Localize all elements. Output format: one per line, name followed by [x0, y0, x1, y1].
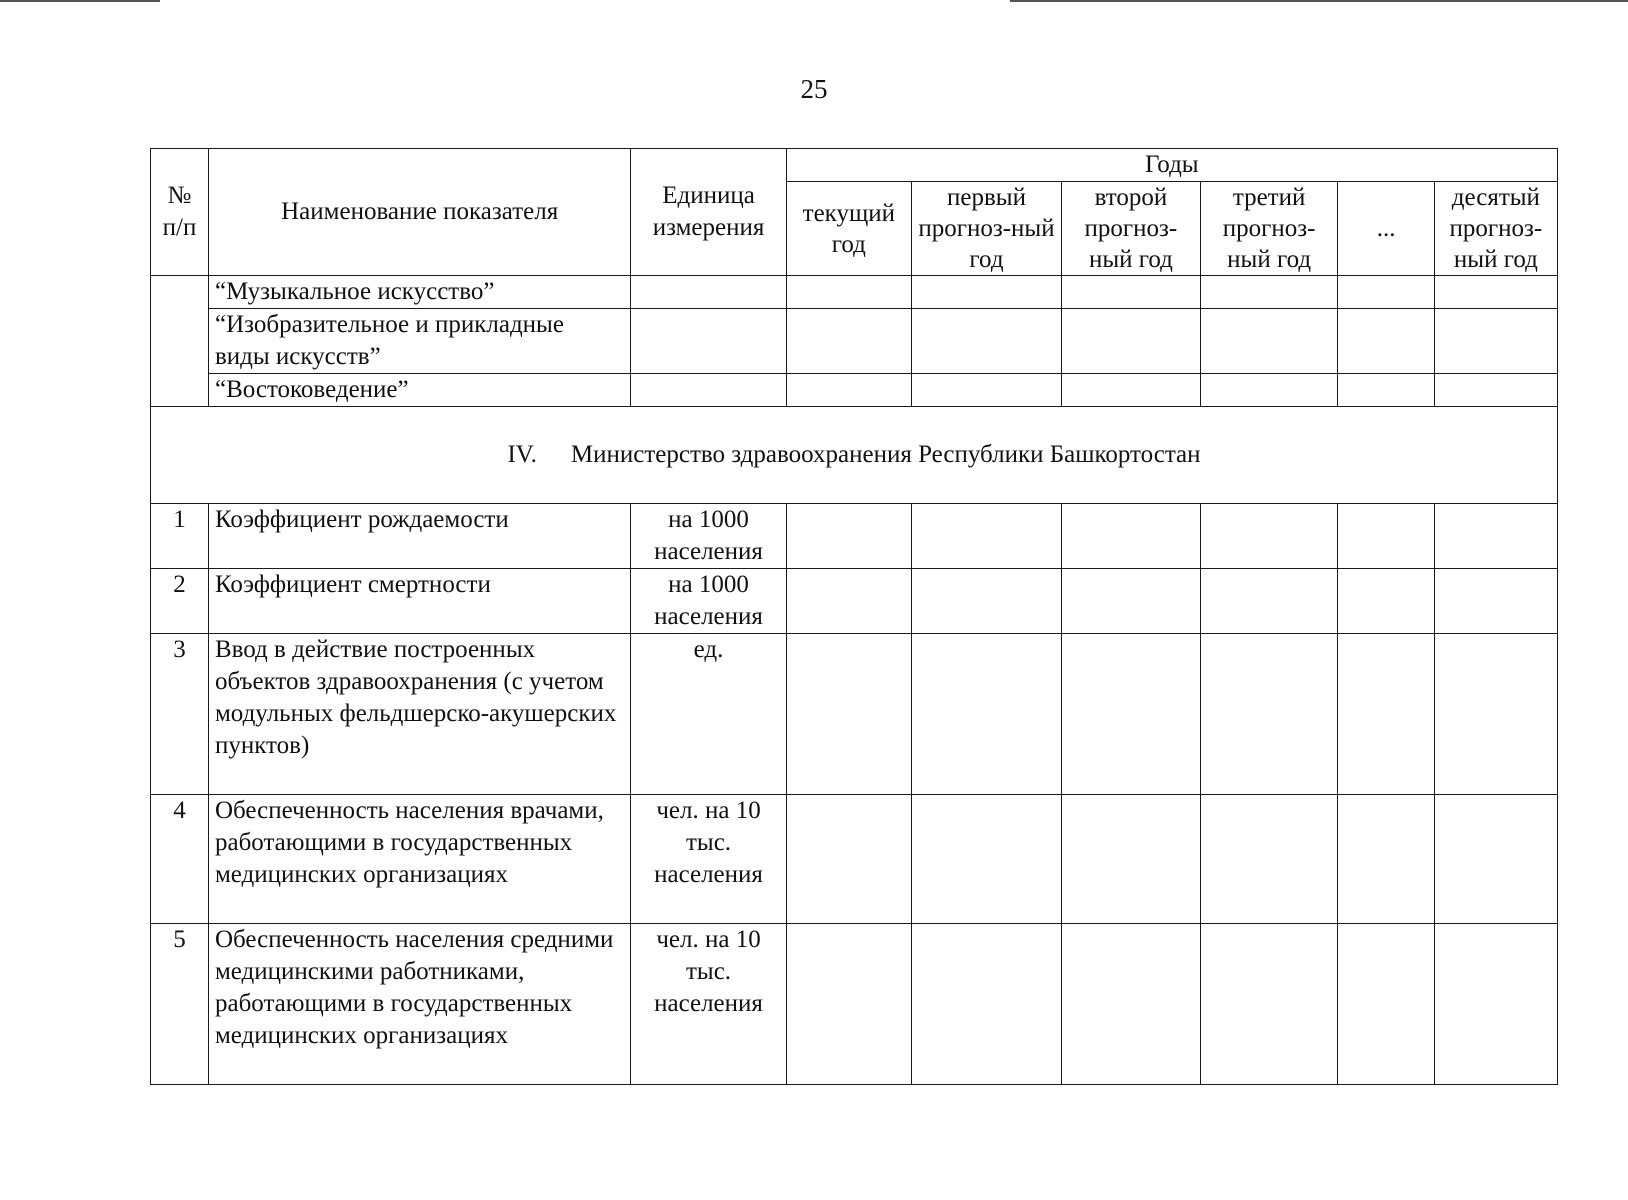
section-number: IV.	[507, 441, 537, 468]
section-heading	[151, 407, 1558, 504]
row-unit: на 1000 населения	[631, 504, 786, 569]
row-name: Коэффициент рождаемости	[208, 504, 630, 569]
table-row	[151, 795, 1558, 924]
header-year-third: третий прогноз-ный год	[1200, 182, 1338, 276]
section-title: Министерство здравоохранения Республики Башкортостан	[570, 441, 1201, 468]
row-num: 3	[151, 634, 209, 795]
header-name: Наименование показателя	[208, 149, 630, 276]
row-name: Обеспеченность населения врачами, работающими в государственных медицинских организациях	[208, 795, 630, 924]
row-unit: чел. на 10 тыс. населения	[631, 795, 786, 924]
section-heading-row	[151, 407, 1558, 504]
page-number: 25	[800, 74, 828, 104]
continued-num-cell	[151, 276, 209, 407]
indicators-table	[150, 148, 1558, 1085]
row-name: “Музыкальное искусство”	[208, 276, 630, 309]
table-row	[151, 374, 1558, 407]
row-name: Коэффициент смертности	[208, 569, 630, 634]
header-year-ellipsis: ...	[1338, 182, 1434, 276]
header-unit: Единица измерения	[631, 149, 786, 276]
header-year-current: текущий год	[786, 182, 911, 276]
table-row	[151, 569, 1558, 634]
row-name: “Изобразительное и прикладные виды искусств”	[208, 309, 630, 374]
header-num: № п/п	[151, 149, 209, 276]
row-num: 4	[151, 795, 209, 924]
table-row	[151, 309, 1558, 374]
row-name: Обеспеченность населения средними медицинскими работниками, работающими в государственных медицинских организациях	[208, 924, 630, 1085]
table-row	[151, 276, 1558, 309]
header-year-tenth: десятый прогноз-ный год	[1434, 182, 1557, 276]
row-num: 2	[151, 569, 209, 634]
row-name: “Востоковедение”	[208, 374, 630, 407]
row-name: Ввод в действие построенных объектов здравоохранения (с учетом модульных фельдшерско-акушерских пунктов)	[208, 634, 630, 795]
table-row	[151, 504, 1558, 569]
table-row	[151, 634, 1558, 795]
row-unit: на 1000 населения	[631, 569, 786, 634]
header-year-first: первый прогноз-ный год	[911, 182, 1061, 276]
header-year-second: второй прогноз-ный год	[1062, 182, 1201, 276]
scan-edge-line-left	[0, 0, 160, 2]
row-num: 5	[151, 924, 209, 1085]
scan-edge-line-right	[1010, 0, 1628, 2]
header-years-group: Годы	[786, 149, 1557, 182]
row-unit: чел. на 10 тыс. населения	[631, 924, 786, 1085]
row-num: 1	[151, 504, 209, 569]
table-row	[151, 924, 1558, 1085]
row-unit: ед.	[631, 634, 786, 795]
